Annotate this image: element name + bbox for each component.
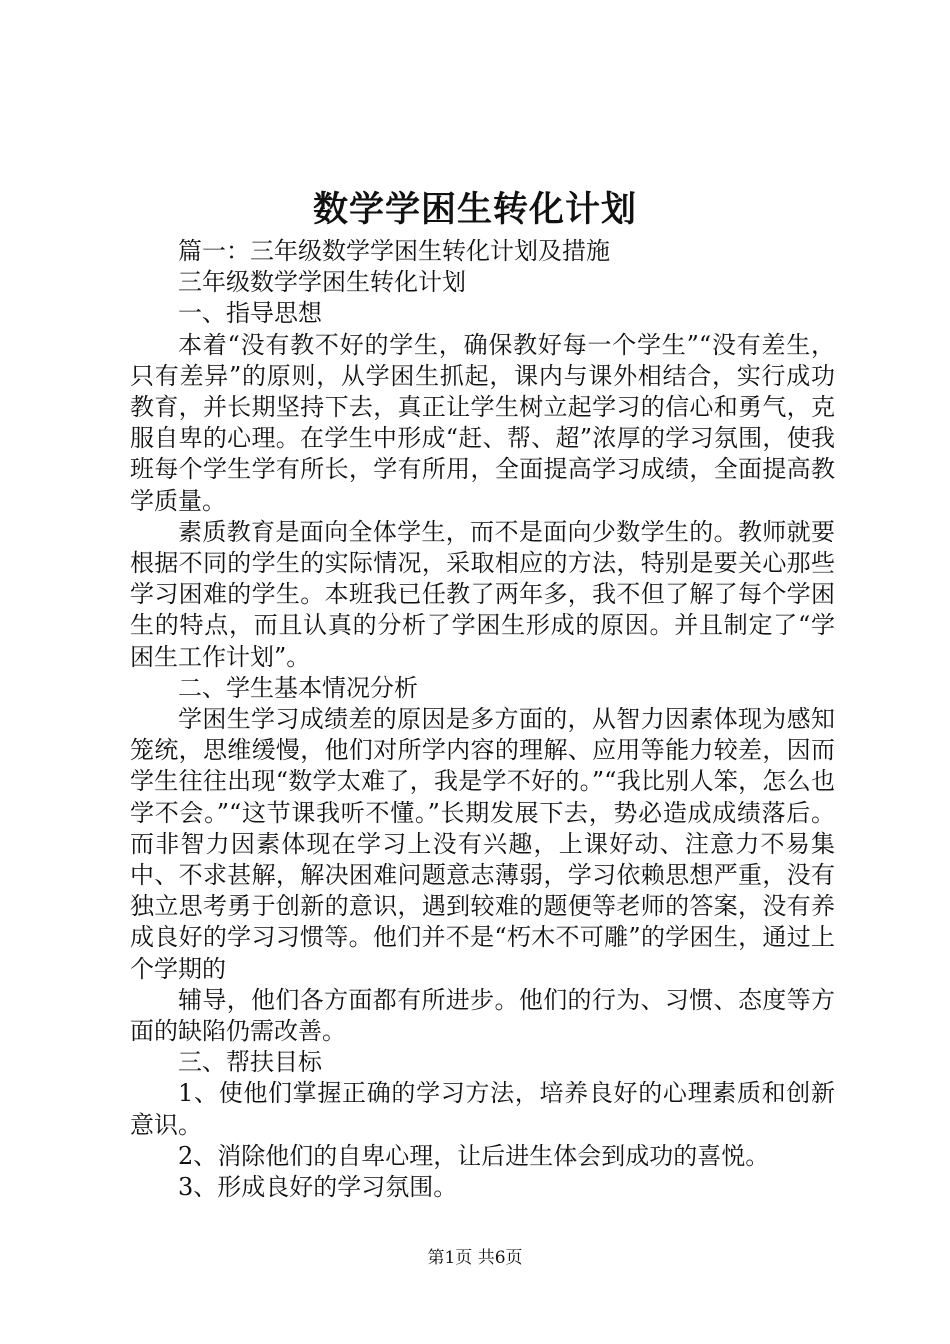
list-item-goal-3: 3、形成良好的学习氛围。: [178, 1173, 458, 1202]
paragraph-guiding-ideas-2: 素质教育是面向全体学生，而不是面向少数学生的。教师就要根据不同的学生的实际情况，采取相应的方法，特别是要关心那些学习困难的学生。本班我已任教了两年多，我不但了解了每个学困生的特点，而且认真的分析了学困生形成的原因。并且制定了“学困生工作计划”。: [130, 517, 835, 671]
paragraph-plan-title: 三年级数学学困生转化计划: [178, 268, 466, 297]
heading-student-analysis: 二、学生基本情况分析: [178, 673, 418, 702]
list-item-goal-2: 2、消除他们的自卑心理，让后进生体会到成功的喜悦。: [178, 1141, 770, 1170]
heading-support-goals: 三、帮扶目标: [178, 1048, 322, 1077]
heading-guiding-ideas: 一、指导思想: [178, 299, 322, 328]
paragraph-student-analysis-cont: 辅导，他们各方面都有所进步。他们的行为、习惯、态度等方面的缺陷仍需改善。: [130, 985, 835, 1046]
list-item-goal-1: 1、使他们掌握正确的学习方法，培养良好的心理素质和创新意识。: [130, 1079, 835, 1139]
paragraph-section-heading: 篇一：三年级数学学困生转化计划及措施: [178, 237, 610, 265]
paragraph-student-analysis: 学困生学习成绩差的原因是多方面的，从智力因素体现为感知笼统，思维缓慢，他们对所学内容的理解、应用等能力较差，因而学生往往出现“数学太难了，我是学不好的。”“我比别人笨，怎么也学不会。”“这节课我听不懂。”长期发展下去，势必造成成绩落后。而非智力因素体现在学习上没有兴趣，上课好动、注意力不易集中、不求甚解，解决困难问题意志薄弱，学习依赖思想严重，没有独立思考勇于创新的意识，遇到较难的题便等老师的答案，没有养成良好的学习习惯等。他们并不是“朽木不可雕”的学困生，通过上个学期的: [130, 705, 835, 983]
paragraph-guiding-ideas-1: 本着“没有教不好的学生，确保教好每一个学生”“没有差生，只有差异”的原则，从学困生抓起，课内与课外相结合，实行成功教育，并长期坚持下去，真正让学生树立起学习的信心和勇气，克服自卑的心理。在学生中形成“赶、帮、超”浓厚的学习氛围，使我班每个学生学有所长，学有所用，全面提高学习成绩，全面提高教学质量。: [130, 330, 835, 515]
page-number-footer: 第1页 共6页: [427, 1248, 523, 1268]
document-title: 数学学困生转化计划: [312, 189, 637, 230]
document-body: [130, 236, 835, 1203]
